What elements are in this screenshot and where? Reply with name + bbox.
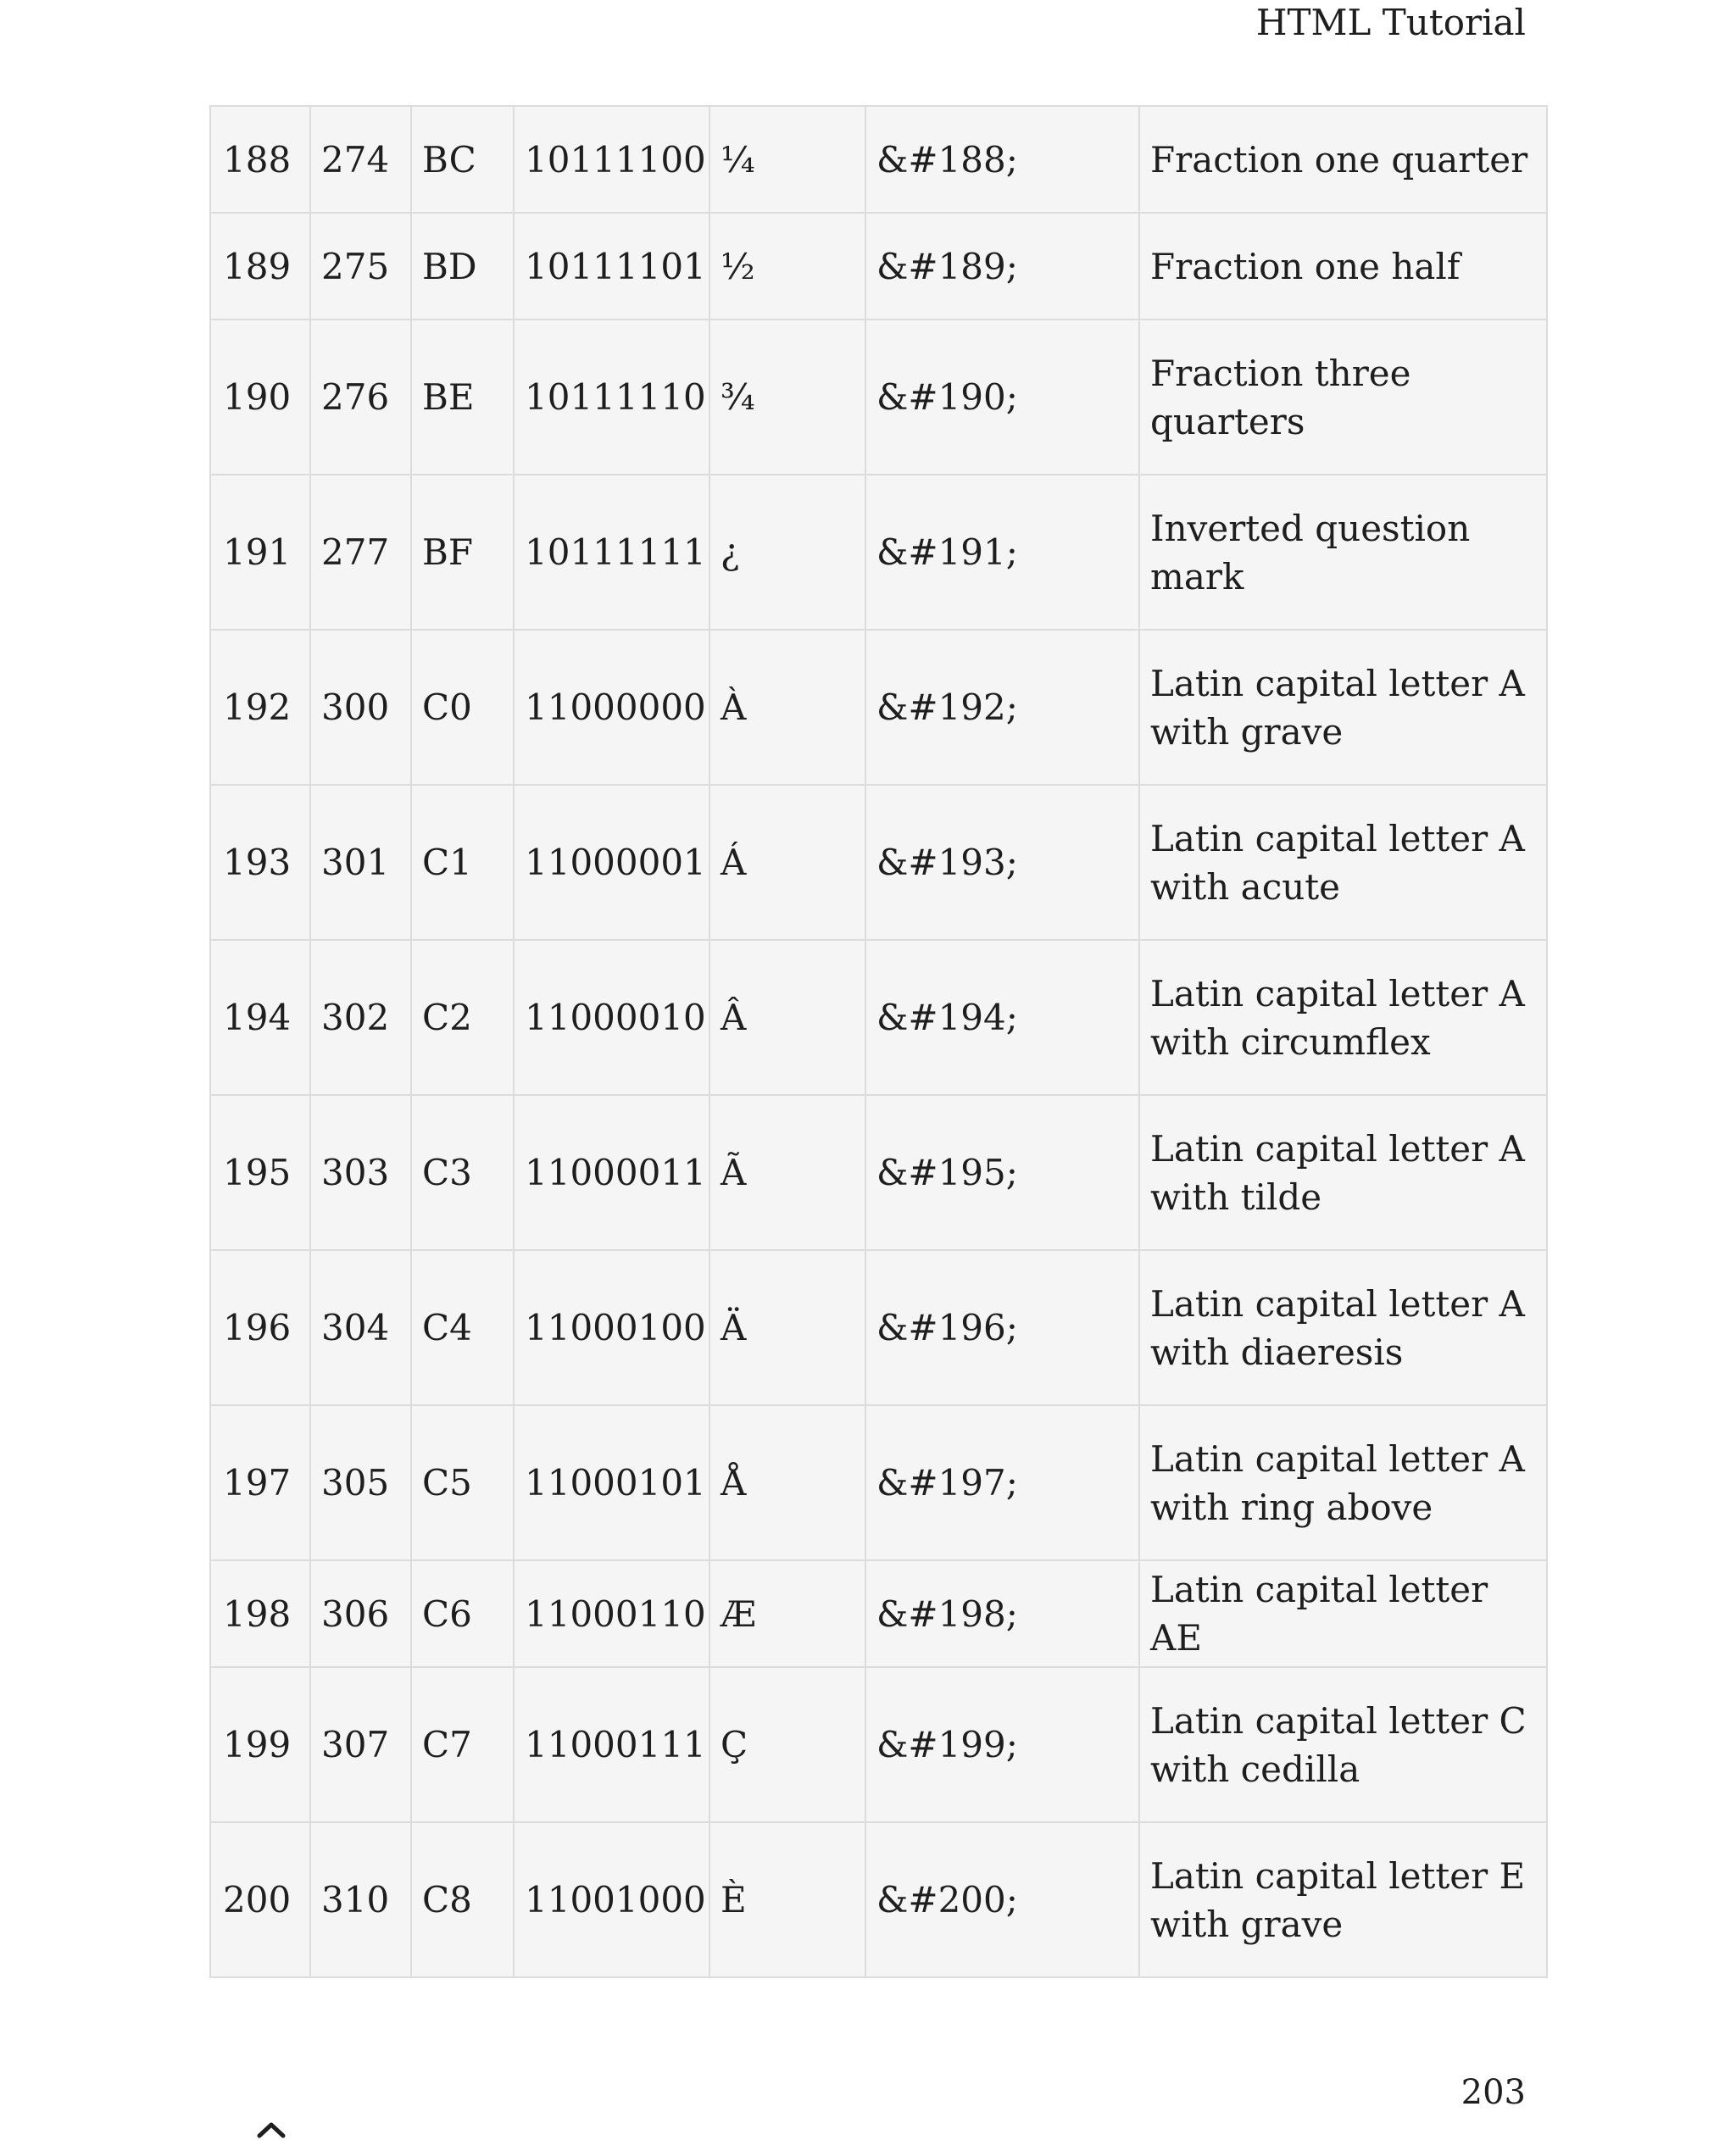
octal-cell: 305 <box>310 1405 411 1560</box>
decimal-cell: 189 <box>210 213 310 320</box>
html-number-cell: &#198; <box>865 1560 1139 1667</box>
hex-cell: C2 <box>411 940 514 1095</box>
binary-cell: 10111111 <box>514 475 709 630</box>
octal-cell: 275 <box>310 213 411 320</box>
html-number-cell: &#197; <box>865 1405 1139 1560</box>
symbol-cell: Á <box>709 785 865 940</box>
octal-cell: 310 <box>310 1822 411 1977</box>
symbol-cell: Ä <box>709 1250 865 1405</box>
binary-cell: 11000011 <box>514 1095 709 1250</box>
description-cell: Latin capital letter A with ring above <box>1139 1405 1547 1560</box>
octal-cell: 303 <box>310 1095 411 1250</box>
decimal-cell: 194 <box>210 940 310 1095</box>
table-row <box>210 1667 1547 1822</box>
description-cell: Latin capital letter A with circumflex <box>1139 940 1547 1095</box>
table-row <box>210 940 1547 1095</box>
html-number-cell: &#191; <box>865 475 1139 630</box>
table-row <box>210 785 1547 940</box>
description-cell: Fraction one quarter <box>1139 106 1547 213</box>
binary-cell: 11001000 <box>514 1822 709 1977</box>
binary-cell: 10111100 <box>514 106 709 213</box>
octal-cell: 301 <box>310 785 411 940</box>
decimal-cell: 191 <box>210 475 310 630</box>
symbol-cell: À <box>709 630 865 785</box>
decimal-cell: 195 <box>210 1095 310 1250</box>
hex-cell: C6 <box>411 1560 514 1667</box>
symbol-cell: ¿ <box>709 475 865 630</box>
decimal-cell: 198 <box>210 1560 310 1667</box>
symbol-cell: Â <box>709 940 865 1095</box>
hex-cell: BD <box>411 213 514 320</box>
description-cell: Fraction three quarters <box>1139 320 1547 475</box>
table-row <box>210 475 1547 630</box>
description-cell: Inverted question mark <box>1139 475 1547 630</box>
page-number: 203 <box>1461 2073 1526 2112</box>
html-number-cell: &#190; <box>865 320 1139 475</box>
running-header-title: HTML Tutorial <box>1255 2 1526 43</box>
hex-cell: C8 <box>411 1822 514 1977</box>
description-cell: Latin capital letter A with tilde <box>1139 1095 1547 1250</box>
description-cell: Latin capital letter C with cedilla <box>1139 1667 1547 1822</box>
html-number-cell: &#196; <box>865 1250 1139 1405</box>
html-number-cell: &#194; <box>865 940 1139 1095</box>
decimal-cell: 199 <box>210 1667 310 1822</box>
octal-cell: 300 <box>310 630 411 785</box>
hex-cell: C3 <box>411 1095 514 1250</box>
hex-cell: BF <box>411 475 514 630</box>
symbol-cell: È <box>709 1822 865 1977</box>
octal-cell: 306 <box>310 1560 411 1667</box>
table-row <box>210 213 1547 320</box>
binary-cell: 10111101 <box>514 213 709 320</box>
table-row <box>210 1822 1547 1977</box>
table-row <box>210 1250 1547 1405</box>
html-number-cell: &#188; <box>865 106 1139 213</box>
hex-cell: C0 <box>411 630 514 785</box>
octal-cell: 307 <box>310 1667 411 1822</box>
binary-cell: 11000110 <box>514 1560 709 1667</box>
symbol-cell: Æ <box>709 1560 865 1667</box>
binary-cell: 11000000 <box>514 630 709 785</box>
hex-cell: C7 <box>411 1667 514 1822</box>
caret-up-icon <box>254 2117 288 2140</box>
description-cell: Latin capital letter A with grave <box>1139 630 1547 785</box>
symbol-cell: ¾ <box>709 320 865 475</box>
symbol-cell: ¼ <box>709 106 865 213</box>
html-number-cell: &#195; <box>865 1095 1139 1250</box>
binary-cell: 11000111 <box>514 1667 709 1822</box>
description-cell: Latin capital letter AE <box>1139 1560 1547 1667</box>
hex-cell: C5 <box>411 1405 514 1560</box>
octal-cell: 274 <box>310 106 411 213</box>
binary-cell: 11000101 <box>514 1405 709 1560</box>
decimal-cell: 193 <box>210 785 310 940</box>
decimal-cell: 188 <box>210 106 310 213</box>
binary-cell: 10111110 <box>514 320 709 475</box>
hex-cell: BE <box>411 320 514 475</box>
decimal-cell: 200 <box>210 1822 310 1977</box>
decimal-cell: 192 <box>210 630 310 785</box>
description-cell: Latin capital letter A with diaeresis <box>1139 1250 1547 1405</box>
binary-cell: 11000100 <box>514 1250 709 1405</box>
hex-cell: BC <box>411 106 514 213</box>
description-cell: Latin capital letter A with acute <box>1139 785 1547 940</box>
decimal-cell: 190 <box>210 320 310 475</box>
html-number-cell: &#200; <box>865 1822 1139 1977</box>
hex-cell: C4 <box>411 1250 514 1405</box>
table-row <box>210 630 1547 785</box>
html-number-cell: &#192; <box>865 630 1139 785</box>
binary-cell: 11000001 <box>514 785 709 940</box>
octal-cell: 304 <box>310 1250 411 1405</box>
symbol-cell: Ã <box>709 1095 865 1250</box>
octal-cell: 276 <box>310 320 411 475</box>
symbol-cell: Å <box>709 1405 865 1560</box>
character-code-table <box>209 105 1548 1978</box>
table-row <box>210 1095 1547 1250</box>
table-row <box>210 320 1547 475</box>
table-row <box>210 1560 1547 1667</box>
description-cell: Latin capital letter E with grave <box>1139 1822 1547 1977</box>
html-number-cell: &#199; <box>865 1667 1139 1822</box>
description-cell: Fraction one half <box>1139 213 1547 320</box>
hex-cell: C1 <box>411 785 514 940</box>
octal-cell: 302 <box>310 940 411 1095</box>
symbol-cell: ½ <box>709 213 865 320</box>
html-number-cell: &#189; <box>865 213 1139 320</box>
decimal-cell: 197 <box>210 1405 310 1560</box>
table-row <box>210 1405 1547 1560</box>
table-row <box>210 106 1547 213</box>
binary-cell: 11000010 <box>514 940 709 1095</box>
octal-cell: 277 <box>310 475 411 630</box>
html-number-cell: &#193; <box>865 785 1139 940</box>
symbol-cell: Ç <box>709 1667 865 1822</box>
decimal-cell: 196 <box>210 1250 310 1405</box>
